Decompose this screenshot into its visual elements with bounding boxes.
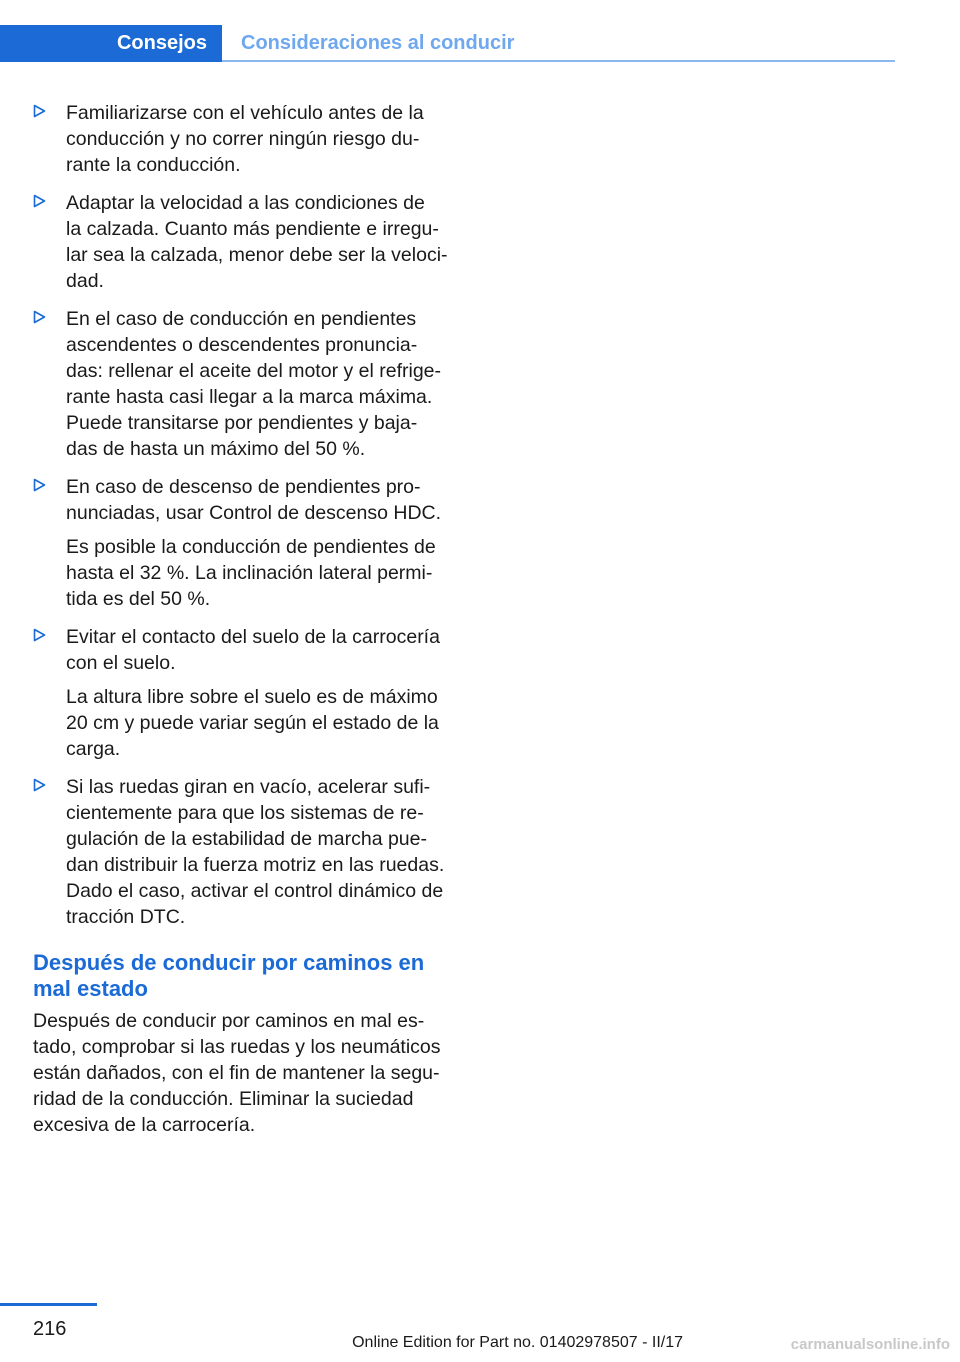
triangle-bullet-icon: [33, 192, 46, 216]
list-item-text: La altura libre sobre el suelo es de máximo 20 cm y puede variar según el estado de la carga.: [66, 686, 439, 760]
list-item: [33, 190, 453, 294]
footer-divider: [0, 1303, 97, 1306]
section-heading: Después de conducir por caminos en mal estado: [33, 950, 425, 1001]
list-item-text: Evitar el contacto del suelo de la carrocería con el suelo.: [66, 626, 440, 674]
list-item: [33, 624, 453, 762]
triangle-bullet-icon: [33, 102, 46, 126]
triangle-bullet-icon: [33, 626, 46, 650]
main-content: [33, 100, 453, 1138]
list-item: [33, 100, 453, 178]
list-item-text: En caso de descenso de pendientes pro- nunciadas, usar Control de descenso HDC.: [66, 476, 442, 524]
chapter-tab[interactable]: Consejos: [0, 25, 222, 62]
list-item-text: En el caso de conducción en pendientes ascendentes o descendentes pronuncia- das: rellenar el aceite del motor y el refrige- rante hasta casi llegar a la marca máxima. Puede transitarse por pendientes y baja- das de hasta un máximo del 50 %.: [66, 308, 442, 460]
bullet-list: [33, 100, 453, 930]
triangle-bullet-icon: [33, 476, 46, 500]
section-tab[interactable]: Consideraciones al conducir: [241, 32, 515, 54]
list-item-text: Familiarizarse con el vehículo antes de la conducción y no correr ningún riesgo du- rante la conducción.: [66, 102, 424, 176]
list-item: [33, 306, 453, 462]
triangle-bullet-icon: [33, 776, 46, 800]
edition-note: Online Edition for Part no. 01402978507 - II/17: [352, 1334, 683, 1351]
watermark-text: carmanualsonline.info: [790, 1336, 950, 1353]
page-number: 216: [33, 1318, 67, 1340]
list-item: [33, 474, 453, 612]
list-item-text: Adaptar la velocidad a las condiciones de la calzada. Cuanto más pendiente e irregu- lar sea la calzada, menor debe ser la veloci- dad.: [66, 192, 448, 292]
list-item-text: Si las ruedas giran en vacío, acelerar sufi- cientemente para que los sistemas de re- gulación de la estabilidad de marcha pue- dan distribuir la fuerza motriz en las ruedas. Dado el caso, activar el control dinámico de tracción DTC.: [66, 776, 445, 928]
list-item-text: Es posible la conducción de pendientes de hasta el 32 %. La inclinación lateral permi- tida es del 50 %.: [66, 536, 436, 610]
triangle-bullet-icon: [33, 308, 46, 332]
page-header: [0, 25, 895, 62]
list-item: [33, 774, 453, 930]
section-body: Después de conducir por caminos en mal es- tado, comprobar si las ruedas y los neumáticos están dañados, con el fin de mantener la segu- ridad de la conducción. Eliminar la suciedad excesiva de la carrocería.: [33, 1010, 441, 1136]
